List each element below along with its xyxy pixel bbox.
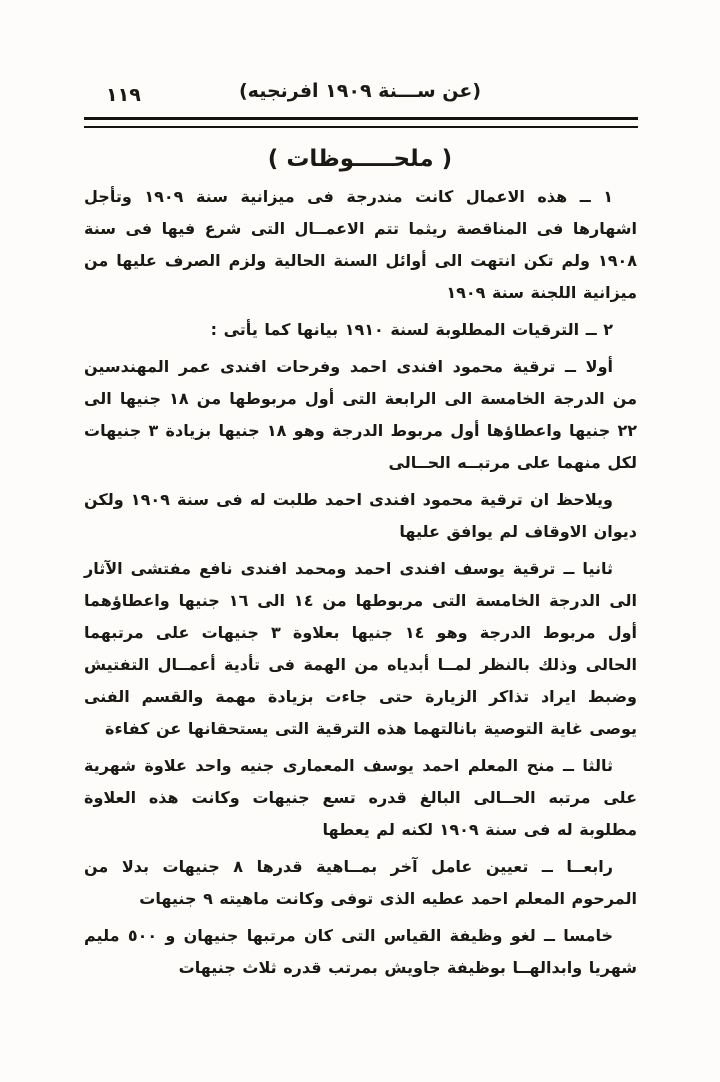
paragraph-item-second: ثانيا ــ ترقية يوسف افندى احمد ومحمد افندى نافع مفتشى الآثار الى الدرجة الخامسة التى مربوطها من ١٤ الى ١٦ جنيها واعطاؤهما أول مربوط الدرجة وهو ١٤ جنيها بعلاوة ٣ جنيهات على مرتبهما الحالى وذلك بالنظر لمــا أبدياه من الهمة فى تأدية أعمــال التفتيش وضبط ايراد تذاكر الزيارة حتى جاءت بزيادة مهمة والقسم الفنى يوصى غاية التوصية بانالتهما هذه الترقية التى يستحقانها عن كفاءة [84,559,638,738]
paragraph-item-first-remark: ويلاحظ ان ترقية محمود افندى احمد طلبت له فى سنة ١٩٠٩ ولكن ديوان الاوقاف لم يوافق عليها [84,490,637,541]
page-number: ١١٩ [106,84,141,106]
paragraph-item-third: ثالثا ــ منح المعلم احمد يوسف المعمارى جنيه واحد علاوة شهرية على مرتبه الحــالى البالغ قدره تسع جنيهات وكانت هذه العلاوة مطلوبة له فى سنة ١٩٠٩ لكنه لم يعطها [84,756,637,839]
section-title: ( ملحـــــوظات ) [267,146,453,172]
paragraph-note-2: ٢ ــ الترقيات المطلوبة لسنة ١٩١٠ بيانها كما يأتى : [210,320,613,339]
page-header [0,80,720,108]
paragraph-item-fourth: رابعــا ــ تعيين عامل آخر بمــاهية قدرها ٨ جنيهات بدلا من المرحوم المعلم احمد عطيه الذى توفى وكانت ماهيته ٩ جنيهات [84,857,637,908]
paragraph-item-first: أولا ــ ترقية محمود افندى احمد وفرحات افندى عمر المهندسين من الدرجة الخامسة الى الرابعة التى أول مربوطها من ١٨ جنيها الى ٢٢ جنيها واعطاؤها أول مربوط الدرجة وهو ١٨ جنيها بزيادة ٣ جنيهات لكل منهما على مرتبــه الحــالى [84,357,638,472]
header-rule-divider [84,117,638,128]
document-body [84,181,637,989]
paragraph-note-1: ١ ــ هذه الاعمال كانت مندرجة فى ميزانية سنة ١٩٠٩ وتأجل اشهارها فى المناقصة ريثما تتم الاعمــال التى شرع فيها فى سنة ١٩٠٨ ولم تكن انتهت الى أوائل السنة الحالية ولزم الصرف عليها من ميزانية اللجنة سنة ١٩٠٩ [84,187,637,302]
paragraph-item-fifth: خامسا ــ لغو وظيفة القياس التى كان مرتبها جنيهان و ٥٠٠ مليم شهريا وابدالهــا بوظيفة جاويش بمرتب قدره ثلاث جنيهات [84,926,637,977]
header-title: (عن ســـنة ١٩٠٩ افرنجيه) [238,80,481,102]
